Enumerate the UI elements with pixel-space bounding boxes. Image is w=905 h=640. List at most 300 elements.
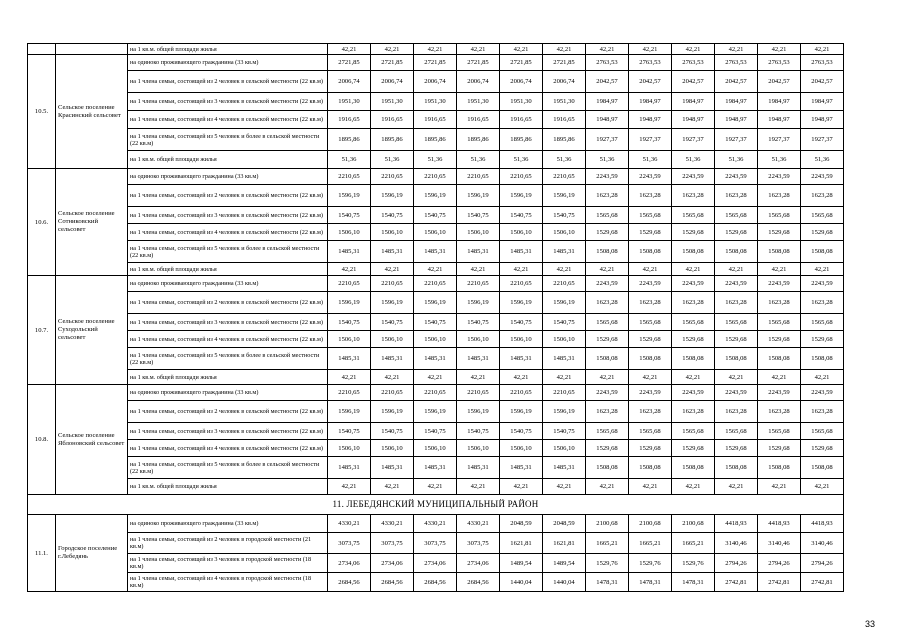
row-description: на 1 члена семьи, состоящей из 4 человек в сельской местности (22 кв.м) bbox=[128, 331, 328, 348]
row-number bbox=[28, 44, 56, 55]
value-cell: 1529,68 bbox=[672, 440, 715, 457]
value-cell: 2210,65 bbox=[328, 276, 371, 292]
value-cell: 1506,10 bbox=[414, 224, 457, 241]
value-cell: 1529,76 bbox=[586, 554, 629, 573]
value-cell: 1506,10 bbox=[543, 224, 586, 241]
table-row bbox=[28, 111, 844, 129]
row-description: на 1 кв.м. общей площади жилья bbox=[128, 479, 328, 495]
value-cell: 1506,10 bbox=[500, 224, 543, 241]
value-cell: 42,21 bbox=[801, 44, 844, 55]
value-cell: 1916,65 bbox=[457, 111, 500, 129]
value-cell: 2243,59 bbox=[629, 276, 672, 292]
value-cell: 4418,93 bbox=[715, 515, 758, 533]
value-cell: 2210,65 bbox=[543, 169, 586, 185]
table-row bbox=[28, 479, 844, 495]
value-cell: 1508,08 bbox=[586, 457, 629, 479]
value-cell: 42,21 bbox=[414, 44, 457, 55]
value-cell: 1506,10 bbox=[328, 224, 371, 241]
value-cell: 1927,37 bbox=[672, 129, 715, 151]
value-cell: 42,21 bbox=[543, 263, 586, 276]
value-cell: 1440,04 bbox=[543, 573, 586, 592]
row-description: на 1 члена семьи, состоящей из 3 человек в сельской местности (22 кв.м) bbox=[128, 207, 328, 224]
value-cell: 1623,28 bbox=[629, 401, 672, 423]
table-row bbox=[28, 151, 844, 169]
value-cell: 2210,65 bbox=[457, 385, 500, 401]
value-cell: 2684,56 bbox=[328, 573, 371, 592]
value-cell: 3073,75 bbox=[328, 533, 371, 554]
row-description: на 1 члена семьи, состоящей из 2 человек в сельской местности (22 кв.м) bbox=[128, 71, 328, 93]
value-cell: 42,21 bbox=[457, 370, 500, 385]
value-cell: 1508,08 bbox=[758, 457, 801, 479]
value-cell: 1984,97 bbox=[629, 93, 672, 111]
table-row bbox=[28, 348, 844, 370]
value-cell: 1485,31 bbox=[457, 348, 500, 370]
value-cell: 51,36 bbox=[328, 151, 371, 169]
value-cell: 1540,75 bbox=[371, 207, 414, 224]
row-description: на 1 кв.м. общей площади жилья bbox=[128, 370, 328, 385]
value-cell: 1506,10 bbox=[414, 331, 457, 348]
value-cell: 1596,19 bbox=[500, 401, 543, 423]
value-cell: 1529,68 bbox=[672, 331, 715, 348]
value-cell: 2721,85 bbox=[414, 55, 457, 71]
settlement-name: Сельское поселение Красинский сельсовет bbox=[56, 55, 128, 169]
row-number: 11.1. bbox=[28, 515, 56, 592]
value-cell: 2048,59 bbox=[500, 515, 543, 533]
value-cell: 1596,19 bbox=[543, 185, 586, 207]
table-row bbox=[28, 185, 844, 207]
value-cell: 2742,81 bbox=[715, 573, 758, 592]
value-cell: 1596,19 bbox=[414, 185, 457, 207]
value-cell: 2210,65 bbox=[500, 385, 543, 401]
value-cell: 2042,57 bbox=[758, 71, 801, 93]
value-cell: 42,21 bbox=[758, 370, 801, 385]
value-cell: 2243,59 bbox=[801, 169, 844, 185]
table-row bbox=[28, 554, 844, 573]
value-cell: 3073,75 bbox=[414, 533, 457, 554]
value-cell: 2100,68 bbox=[672, 515, 715, 533]
value-cell: 42,21 bbox=[414, 370, 457, 385]
value-cell: 2684,56 bbox=[457, 573, 500, 592]
value-cell: 1565,68 bbox=[586, 423, 629, 440]
value-cell: 1565,68 bbox=[758, 314, 801, 331]
table-row bbox=[28, 224, 844, 241]
value-cell: 1485,31 bbox=[543, 241, 586, 263]
value-cell: 1489,54 bbox=[500, 554, 543, 573]
value-cell: 2210,65 bbox=[371, 169, 414, 185]
value-cell: 1623,28 bbox=[715, 185, 758, 207]
value-cell: 1508,08 bbox=[629, 241, 672, 263]
value-cell: 1485,31 bbox=[500, 348, 543, 370]
value-cell: 1540,75 bbox=[414, 207, 457, 224]
value-cell: 1596,19 bbox=[457, 401, 500, 423]
value-cell: 2734,06 bbox=[328, 554, 371, 573]
row-description: на 1 члена семьи, состоящей из 5 человек и более в сельской местности (22 кв.м) bbox=[128, 129, 328, 151]
row-description: на 1 члена семьи, состоящей из 4 человек в сельской местности (22 кв.м) bbox=[128, 224, 328, 241]
value-cell: 1540,75 bbox=[328, 314, 371, 331]
value-cell: 1540,75 bbox=[371, 314, 414, 331]
value-cell: 2794,26 bbox=[801, 554, 844, 573]
value-cell: 2048,59 bbox=[543, 515, 586, 533]
value-cell: 42,21 bbox=[672, 370, 715, 385]
table-row bbox=[28, 55, 844, 71]
value-cell: 1596,19 bbox=[371, 185, 414, 207]
value-cell: 1440,04 bbox=[500, 573, 543, 592]
value-cell: 1596,19 bbox=[371, 292, 414, 314]
value-cell: 1529,68 bbox=[629, 440, 672, 457]
value-cell: 2006,74 bbox=[543, 71, 586, 93]
value-cell: 1506,10 bbox=[457, 224, 500, 241]
value-cell: 1565,68 bbox=[672, 207, 715, 224]
row-description: на 1 члена семьи, состоящей из 4 человек в городской местности (18 кв.м) bbox=[128, 573, 328, 592]
value-cell: 1948,97 bbox=[801, 111, 844, 129]
value-cell: 1565,68 bbox=[586, 314, 629, 331]
value-cell: 1665,21 bbox=[672, 533, 715, 554]
value-cell: 1529,76 bbox=[672, 554, 715, 573]
value-cell: 1621,81 bbox=[543, 533, 586, 554]
value-cell: 2210,65 bbox=[328, 169, 371, 185]
value-cell: 1485,31 bbox=[500, 241, 543, 263]
value-cell: 42,21 bbox=[629, 44, 672, 55]
value-cell: 1895,86 bbox=[414, 129, 457, 151]
value-cell: 4418,93 bbox=[758, 515, 801, 533]
value-cell: 42,21 bbox=[500, 44, 543, 55]
value-cell: 2100,68 bbox=[629, 515, 672, 533]
value-cell: 1951,30 bbox=[371, 93, 414, 111]
value-cell: 1508,08 bbox=[586, 241, 629, 263]
value-cell: 42,21 bbox=[672, 479, 715, 495]
table-row bbox=[28, 276, 844, 292]
value-cell: 1485,31 bbox=[371, 457, 414, 479]
value-cell: 1540,75 bbox=[457, 423, 500, 440]
value-cell: 2210,65 bbox=[457, 169, 500, 185]
value-cell: 1623,28 bbox=[758, 401, 801, 423]
page-number: 33 bbox=[864, 619, 875, 629]
value-cell: 1508,08 bbox=[629, 457, 672, 479]
value-cell: 2243,59 bbox=[715, 276, 758, 292]
value-cell: 1951,30 bbox=[457, 93, 500, 111]
value-cell: 42,21 bbox=[801, 370, 844, 385]
row-description: на 1 члена семьи, состоящей из 2 человек в сельской местности (22 кв.м) bbox=[128, 401, 328, 423]
value-cell: 1565,68 bbox=[672, 423, 715, 440]
table-row bbox=[28, 169, 844, 185]
row-description: на 1 члена семьи, состоящей из 2 человек в сельской местности (22 кв.м) bbox=[128, 185, 328, 207]
value-cell: 1596,19 bbox=[414, 401, 457, 423]
value-cell: 1948,97 bbox=[586, 111, 629, 129]
value-cell: 1508,08 bbox=[586, 348, 629, 370]
row-description: на одиноко проживающего гражданина (33 кв.м) bbox=[128, 515, 328, 533]
value-cell: 1565,68 bbox=[629, 207, 672, 224]
value-cell: 51,36 bbox=[543, 151, 586, 169]
value-cell: 1565,68 bbox=[715, 207, 758, 224]
value-cell: 1506,10 bbox=[328, 440, 371, 457]
value-cell: 2042,57 bbox=[672, 71, 715, 93]
value-cell: 1948,97 bbox=[715, 111, 758, 129]
row-description: на 1 члена семьи, состоящей из 5 человек и более в сельской местности (22 кв.м) bbox=[128, 241, 328, 263]
value-cell: 51,36 bbox=[715, 151, 758, 169]
value-cell: 1540,75 bbox=[543, 314, 586, 331]
value-cell: 2210,65 bbox=[414, 169, 457, 185]
value-cell: 1508,08 bbox=[715, 457, 758, 479]
value-cell: 2763,53 bbox=[629, 55, 672, 71]
value-cell: 42,21 bbox=[371, 370, 414, 385]
value-cell: 1529,68 bbox=[715, 331, 758, 348]
value-cell: 42,21 bbox=[715, 44, 758, 55]
value-cell: 1485,31 bbox=[371, 241, 414, 263]
value-cell: 42,21 bbox=[758, 44, 801, 55]
value-cell: 42,21 bbox=[758, 263, 801, 276]
table-row bbox=[28, 241, 844, 263]
value-cell: 42,21 bbox=[672, 263, 715, 276]
table-row bbox=[28, 533, 844, 554]
value-cell: 1529,68 bbox=[715, 224, 758, 241]
value-cell: 1529,68 bbox=[586, 440, 629, 457]
value-cell: 2210,65 bbox=[500, 276, 543, 292]
row-description: на 1 члена семьи, состоящей из 4 человек в сельской местности (22 кв.м) bbox=[128, 440, 328, 457]
table-row bbox=[28, 423, 844, 440]
value-cell: 2794,26 bbox=[758, 554, 801, 573]
table-row bbox=[28, 93, 844, 111]
value-cell: 1540,75 bbox=[500, 423, 543, 440]
value-cell: 2763,53 bbox=[758, 55, 801, 71]
value-cell: 1623,28 bbox=[629, 292, 672, 314]
value-cell: 51,36 bbox=[629, 151, 672, 169]
value-cell: 1506,10 bbox=[328, 331, 371, 348]
row-number: 10.8. bbox=[28, 385, 56, 495]
value-cell: 42,21 bbox=[543, 479, 586, 495]
value-cell: 1485,31 bbox=[543, 348, 586, 370]
value-cell: 2210,65 bbox=[414, 276, 457, 292]
value-cell: 42,21 bbox=[371, 263, 414, 276]
value-cell: 1565,68 bbox=[758, 207, 801, 224]
value-cell: 1927,37 bbox=[801, 129, 844, 151]
value-cell: 1478,31 bbox=[672, 573, 715, 592]
value-cell: 42,21 bbox=[328, 479, 371, 495]
value-cell: 1565,68 bbox=[801, 423, 844, 440]
value-cell: 1508,08 bbox=[801, 457, 844, 479]
value-cell: 2763,53 bbox=[672, 55, 715, 71]
value-cell: 51,36 bbox=[457, 151, 500, 169]
value-cell: 42,21 bbox=[328, 44, 371, 55]
value-cell: 1529,68 bbox=[629, 224, 672, 241]
value-cell: 2742,81 bbox=[758, 573, 801, 592]
value-cell: 1596,19 bbox=[414, 292, 457, 314]
row-number: 10.7. bbox=[28, 276, 56, 385]
value-cell: 1665,21 bbox=[629, 533, 672, 554]
value-cell: 1529,68 bbox=[758, 331, 801, 348]
value-cell: 1508,08 bbox=[629, 348, 672, 370]
value-cell: 1623,28 bbox=[672, 292, 715, 314]
value-cell: 42,21 bbox=[758, 479, 801, 495]
value-cell: 2243,59 bbox=[586, 276, 629, 292]
value-cell: 51,36 bbox=[371, 151, 414, 169]
value-cell: 1565,68 bbox=[629, 423, 672, 440]
value-cell: 1623,28 bbox=[801, 401, 844, 423]
value-cell: 1540,75 bbox=[328, 423, 371, 440]
value-cell: 42,21 bbox=[371, 44, 414, 55]
row-description: на одиноко проживающего гражданина (33 кв.м) bbox=[128, 55, 328, 71]
value-cell: 1951,30 bbox=[414, 93, 457, 111]
value-cell: 42,21 bbox=[586, 479, 629, 495]
value-cell: 1895,86 bbox=[543, 129, 586, 151]
value-cell: 2243,59 bbox=[801, 385, 844, 401]
value-cell: 2763,53 bbox=[715, 55, 758, 71]
section-row bbox=[28, 495, 844, 515]
value-cell: 2243,59 bbox=[629, 385, 672, 401]
value-cell: 1529,76 bbox=[629, 554, 672, 573]
value-cell: 1506,10 bbox=[543, 331, 586, 348]
value-cell: 1508,08 bbox=[672, 457, 715, 479]
tariff-table bbox=[27, 43, 844, 592]
value-cell: 1951,30 bbox=[328, 93, 371, 111]
settlement-name: Сельское поселение Сотниковский сельсовет bbox=[56, 169, 128, 276]
value-cell: 1927,37 bbox=[715, 129, 758, 151]
value-cell: 1565,68 bbox=[715, 423, 758, 440]
value-cell: 2243,59 bbox=[629, 169, 672, 185]
value-cell: 42,21 bbox=[328, 263, 371, 276]
value-cell: 1565,68 bbox=[801, 207, 844, 224]
value-cell: 4330,21 bbox=[414, 515, 457, 533]
value-cell: 2042,57 bbox=[715, 71, 758, 93]
value-cell: 2006,74 bbox=[500, 71, 543, 93]
value-cell: 1529,68 bbox=[758, 440, 801, 457]
value-cell: 1623,28 bbox=[801, 292, 844, 314]
row-description: на 1 члена семьи, состоящей из 4 человек в сельской местности (22 кв.м) bbox=[128, 111, 328, 129]
value-cell: 1540,75 bbox=[543, 207, 586, 224]
value-cell: 51,36 bbox=[586, 151, 629, 169]
table-row bbox=[28, 207, 844, 224]
value-cell: 1506,10 bbox=[543, 440, 586, 457]
value-cell: 2006,74 bbox=[457, 71, 500, 93]
value-cell: 2734,06 bbox=[414, 554, 457, 573]
value-cell: 1506,10 bbox=[371, 331, 414, 348]
value-cell: 2210,65 bbox=[457, 276, 500, 292]
row-number: 10.5. bbox=[28, 55, 56, 169]
value-cell: 1485,31 bbox=[543, 457, 586, 479]
value-cell: 2042,57 bbox=[801, 71, 844, 93]
value-cell: 2243,59 bbox=[715, 385, 758, 401]
value-cell: 2243,59 bbox=[586, 169, 629, 185]
row-description: на 1 члена семьи, состоящей из 3 человек в сельской местности (22 кв.м) bbox=[128, 314, 328, 331]
value-cell: 1596,19 bbox=[457, 292, 500, 314]
value-cell: 2763,53 bbox=[801, 55, 844, 71]
value-cell: 1623,28 bbox=[758, 185, 801, 207]
value-cell: 42,21 bbox=[715, 370, 758, 385]
value-cell: 1506,10 bbox=[371, 440, 414, 457]
value-cell: 51,36 bbox=[801, 151, 844, 169]
value-cell: 1540,75 bbox=[500, 207, 543, 224]
table-row bbox=[28, 129, 844, 151]
row-description: на одиноко проживающего гражданина (33 кв.м) bbox=[128, 169, 328, 185]
value-cell: 3140,46 bbox=[801, 533, 844, 554]
value-cell: 1596,19 bbox=[543, 292, 586, 314]
value-cell: 1506,10 bbox=[500, 331, 543, 348]
value-cell: 1489,54 bbox=[543, 554, 586, 573]
value-cell: 1596,19 bbox=[457, 185, 500, 207]
value-cell: 2210,65 bbox=[500, 169, 543, 185]
value-cell: 1485,31 bbox=[328, 241, 371, 263]
value-cell: 42,21 bbox=[414, 263, 457, 276]
value-cell: 2742,81 bbox=[801, 573, 844, 592]
value-cell: 42,21 bbox=[586, 370, 629, 385]
value-cell: 2721,85 bbox=[500, 55, 543, 71]
value-cell: 1529,68 bbox=[801, 440, 844, 457]
value-cell: 1565,68 bbox=[672, 314, 715, 331]
value-cell: 2243,59 bbox=[672, 385, 715, 401]
row-description: на 1 члена семьи, состоящей из 3 человек в сельской местности (22 кв.м) bbox=[128, 423, 328, 440]
value-cell: 2210,65 bbox=[414, 385, 457, 401]
value-cell: 1508,08 bbox=[715, 241, 758, 263]
value-cell: 1951,30 bbox=[543, 93, 586, 111]
value-cell: 1895,86 bbox=[457, 129, 500, 151]
value-cell: 1596,19 bbox=[328, 292, 371, 314]
row-description: на 1 члена семьи, состоящей из 2 человек в сельской местности (22 кв.м) bbox=[128, 292, 328, 314]
value-cell: 1485,31 bbox=[328, 457, 371, 479]
row-description: на 1 члена семьи, состоящей из 2 человек в городской местности (21 кв.м) bbox=[128, 533, 328, 554]
value-cell: 42,21 bbox=[801, 479, 844, 495]
value-cell: 3073,75 bbox=[457, 533, 500, 554]
value-cell: 1984,97 bbox=[801, 93, 844, 111]
value-cell: 1529,68 bbox=[758, 224, 801, 241]
value-cell: 1895,86 bbox=[500, 129, 543, 151]
value-cell: 42,21 bbox=[629, 479, 672, 495]
value-cell: 1506,10 bbox=[371, 224, 414, 241]
value-cell: 1951,30 bbox=[500, 93, 543, 111]
value-cell: 1485,31 bbox=[414, 348, 457, 370]
value-cell: 42,21 bbox=[586, 263, 629, 276]
value-cell: 2243,59 bbox=[672, 169, 715, 185]
value-cell: 1916,65 bbox=[414, 111, 457, 129]
value-cell: 1596,19 bbox=[500, 185, 543, 207]
value-cell: 1565,68 bbox=[629, 314, 672, 331]
value-cell: 1623,28 bbox=[715, 292, 758, 314]
value-cell: 1665,21 bbox=[586, 533, 629, 554]
value-cell: 1485,31 bbox=[371, 348, 414, 370]
value-cell: 1565,68 bbox=[758, 423, 801, 440]
value-cell: 2100,68 bbox=[586, 515, 629, 533]
value-cell: 1596,19 bbox=[328, 401, 371, 423]
value-cell: 1478,31 bbox=[586, 573, 629, 592]
value-cell: 42,21 bbox=[414, 479, 457, 495]
value-cell: 2243,59 bbox=[801, 276, 844, 292]
value-cell: 42,21 bbox=[801, 263, 844, 276]
value-cell: 2210,65 bbox=[543, 276, 586, 292]
table-row bbox=[28, 401, 844, 423]
value-cell: 1623,28 bbox=[586, 185, 629, 207]
value-cell: 2042,57 bbox=[586, 71, 629, 93]
value-cell: 1540,75 bbox=[500, 314, 543, 331]
value-cell: 1508,08 bbox=[758, 241, 801, 263]
value-cell: 1927,37 bbox=[758, 129, 801, 151]
table-row bbox=[28, 457, 844, 479]
value-cell: 42,21 bbox=[371, 479, 414, 495]
value-cell: 1984,97 bbox=[715, 93, 758, 111]
value-cell: 1623,28 bbox=[715, 401, 758, 423]
value-cell: 1485,31 bbox=[500, 457, 543, 479]
value-cell: 2684,56 bbox=[414, 573, 457, 592]
table-row bbox=[28, 71, 844, 93]
value-cell: 2210,65 bbox=[543, 385, 586, 401]
row-description: на одиноко проживающего гражданина (33 кв.м) bbox=[128, 276, 328, 292]
value-cell: 1623,28 bbox=[586, 292, 629, 314]
value-cell: 1596,19 bbox=[543, 401, 586, 423]
table-row bbox=[28, 385, 844, 401]
row-description: на 1 кв.м. общей площади жилья bbox=[128, 263, 328, 276]
value-cell: 1596,19 bbox=[371, 401, 414, 423]
value-cell: 1529,68 bbox=[672, 224, 715, 241]
value-cell: 1506,10 bbox=[500, 440, 543, 457]
value-cell: 1506,10 bbox=[414, 440, 457, 457]
value-cell: 42,21 bbox=[543, 44, 586, 55]
